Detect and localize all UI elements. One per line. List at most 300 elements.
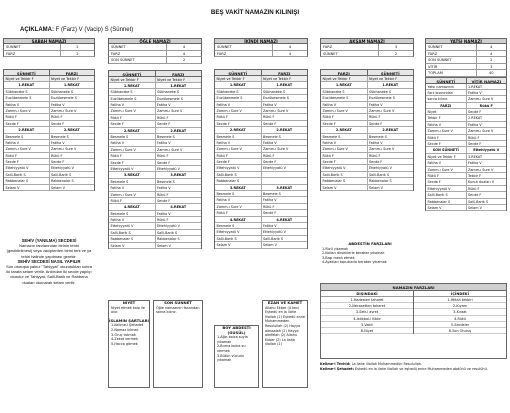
table-cell: Niyet: [427, 110, 437, 115]
table-cell: Ettehiyyatü V: [110, 166, 134, 171]
table-cell: Salli-Barik S: [5, 172, 26, 177]
table-cell: Rabbenalar S: [367, 178, 414, 183]
table-cell: [215, 242, 307, 248]
table-cell: 3.REKAT: [229, 185, 246, 190]
table-cell: 1.REKAT: [123, 83, 140, 88]
sehiv-note: [6, 238, 92, 285]
table-cell: Rükü F: [49, 114, 95, 119]
table-cell: Ettehiyyatü V: [261, 165, 308, 170]
table-cell: Ettehiyyatü V: [367, 165, 414, 170]
table-cell: Fatiha V: [427, 122, 442, 127]
table-cell: VİTİR: [428, 64, 438, 69]
table-cell: Ettehiyyatü V: [155, 166, 202, 171]
table-cell: 4-Zekat vermek: [111, 337, 138, 342]
table-cell: Selam V: [322, 185, 337, 190]
table-cell: Rükü F: [427, 135, 439, 140]
table-cell: Rükü F: [427, 173, 439, 178]
table-cell: Euzübesmele S: [49, 95, 95, 100]
table-cell: SON SÜNNET: [164, 300, 192, 305]
table-cell: Rükü F: [5, 115, 17, 120]
table-cell: Zamm-ı Sure V: [216, 147, 242, 152]
table-cell: 3-Bütün vücudu yıkamak: [217, 353, 244, 363]
table-cell: Secde F: [110, 122, 124, 127]
table-cell: Secde F: [110, 160, 124, 165]
table-cell: 1-Kelime-i Şehadet: [111, 323, 144, 328]
table-cell: 2.REKAT: [155, 128, 202, 133]
table-cell: Rükü F: [261, 153, 308, 158]
table-cell: Euzübesmele S: [322, 96, 349, 101]
table-cell: FARZ: [217, 51, 227, 56]
table-cell: 2.REKAT: [18, 128, 35, 133]
table-cell: Fatiha V: [110, 186, 125, 191]
table-cell: Rükü F: [110, 154, 122, 159]
table-cell: Secde F: [427, 180, 441, 185]
son-sunnet-note: [153, 300, 203, 388]
table-cell: [261, 172, 308, 177]
table-cell: Tekbir F: [427, 116, 441, 121]
sub-header: [3, 69, 95, 76]
table-cell: Besmele S: [322, 134, 341, 139]
table-cell: 5-Vakit: [321, 322, 413, 328]
table-cell: Secde F: [49, 159, 95, 164]
table-cell: 1-Yüzü yıkamak: [322, 246, 349, 251]
table-cell: Fatiha V: [110, 141, 125, 146]
table-cell: Besmele S: [155, 134, 202, 139]
table-cell: Salli-Barik S: [155, 230, 202, 235]
table-cell: [109, 243, 201, 249]
table-cell: Rükü F: [216, 153, 228, 158]
prayer-header: İKİNDİ NAMAZI: [214, 38, 308, 44]
table-cell: 1-Ağzı bolca suyla yıkamak: [217, 335, 248, 344]
table-cell: SÜNNETİ: [367, 70, 414, 75]
table-cell: Farz kısmından: [427, 90, 453, 95]
table-cell: Secde F: [367, 121, 414, 126]
table-cell: [214, 76, 308, 249]
table-cell: 40: [476, 70, 506, 76]
table-cell: Fatiha V: [155, 102, 202, 107]
table-cell: Fatiha V: [261, 197, 308, 202]
table-cell: 4.REKAT: [123, 205, 140, 210]
table-cell: Ettehiyyatü V: [216, 230, 240, 235]
table-cell: Secde F: [322, 160, 336, 165]
table-cell: Selam V: [427, 205, 442, 210]
table-cell: Secde F: [216, 121, 230, 126]
table-cell: Fatiha V: [110, 103, 125, 108]
kelime-text: [320, 362, 507, 371]
prayer-header: SABAH NAMAZI: [3, 38, 95, 44]
table-cell: Öğle namazının farzından sonra kılınır.: [156, 305, 200, 315]
table-cell: Rükü F: [322, 115, 334, 120]
table-cell: Yatsı namazının: [427, 84, 454, 89]
table-cell: SÜNNETİ: [228, 71, 248, 76]
table-cell: VİTİR NAMAZI: [466, 78, 507, 83]
table-cell: FARZ: [111, 51, 121, 56]
table-cell: Rükü F: [49, 153, 95, 158]
table-cell: Zamm-ı Sure V: [466, 167, 507, 172]
table-cell: 2.REKAT: [335, 128, 352, 133]
table-cell: Kelime-i Tevhid:: [320, 362, 351, 366]
table-cell: Fatiha V: [5, 102, 20, 107]
abdest-farzlari: [320, 242, 420, 272]
ogle-column: [108, 38, 202, 249]
table-cell: 3: [378, 44, 413, 50]
table-cell: 1.REKAT: [335, 83, 352, 88]
table-cell: Fatiha V: [367, 140, 414, 145]
table-cell: 3-Kıraat: [414, 309, 506, 315]
table-cell: [4, 185, 94, 191]
table-cell: SÜNNETİ: [436, 78, 456, 84]
table-cell: Tekbir F: [466, 173, 507, 178]
table-cell: Selam V: [110, 243, 125, 248]
table-cell: Secde F: [466, 109, 507, 114]
table-cell: Besmele S: [110, 211, 129, 216]
table-cell: Secde F: [427, 142, 441, 147]
table-cell: Secde F: [155, 121, 202, 126]
table-cell: Euzübesmele S: [110, 96, 137, 101]
sehiv-howto: SEHİV SECDESİ NASIL YAPILIR: [17, 258, 81, 264]
table-cell: SON SÜNNET: [428, 58, 452, 62]
table-cell: Zamm-ı Sure V: [427, 167, 453, 172]
table-cell: Fatiha V: [466, 90, 507, 95]
table-cell: 2.REKAT: [49, 127, 95, 132]
table-cell: Selam V: [155, 243, 202, 248]
table-cell: Kelime-i Şehadet:: [320, 366, 354, 371]
table-cell: Zamm-ı Sure V: [216, 108, 242, 113]
table-cell: Secde F: [466, 141, 507, 146]
table-cell: 1.REKAT: [155, 83, 202, 88]
table-cell: Zamm-ı Sure V: [322, 147, 348, 152]
table-cell: FARZ: [6, 51, 16, 56]
table-cell: Euzübesmele S: [5, 96, 32, 101]
table-cell: [425, 77, 507, 84]
table-cell: FARZI: [337, 71, 350, 76]
table-cell: FARZI: [155, 71, 202, 76]
table-cell: Salli-Barik S: [367, 172, 414, 177]
table-cell: Rükü F: [110, 198, 122, 203]
table-cell: Rükü F: [367, 114, 414, 119]
table-cell: FARZI: [261, 70, 308, 75]
table-cell: BOY ABDESTİ (GUSÜL): [222, 325, 251, 335]
table-cell: Sübhaneke S: [5, 89, 28, 94]
table-cell: Selam V: [367, 185, 414, 190]
table-cell: Niyet ve Tekbir F: [110, 77, 139, 82]
table-cell: Ettehiyyatü V: [216, 166, 240, 171]
table-cell: Ettehiyyatü V: [466, 147, 507, 152]
table-cell: Zamm-ı Sure V: [367, 108, 414, 113]
table-cell: Niyet etmek kalp ile olur.: [111, 305, 145, 315]
table-cell: Fatiha V: [261, 140, 308, 145]
table-cell: 2.REKAT: [123, 128, 140, 133]
table-cell: Euzübesmele S: [216, 96, 243, 101]
table-cell: Rükü F: [466, 103, 507, 108]
table-cell: [321, 185, 413, 191]
table-cell: 4: [476, 44, 506, 50]
table-cell: Besmele S: [216, 134, 235, 139]
table-cell: [108, 77, 202, 250]
table-cell: SON SÜNNETİ: [432, 148, 459, 153]
steps-grid: [3, 76, 95, 191]
table-cell: SÜNNET: [111, 45, 126, 49]
table-cell: 4.REKAT: [261, 217, 308, 222]
table-cell: Euzübesmele S: [261, 95, 308, 100]
table-cell: Besmele S: [110, 135, 129, 140]
table-cell: Rükü F: [155, 115, 202, 120]
table-cell: Sübhaneke S: [216, 89, 239, 94]
table-cell: Fatiha V: [466, 160, 507, 165]
table-cell: DIŞINDAKİ: [321, 291, 413, 297]
table-cell: 3-Başı mesh etmek: [322, 255, 355, 260]
table-cell: SON SÜNNET: [111, 58, 135, 62]
page-title: BEŞ VAKİT NAMAZIN KILINIŞI: [210, 9, 300, 16]
table-cell: SÜNNET: [323, 51, 338, 56]
table-cell: [261, 178, 308, 183]
sehiv-text: Namazın farzlarından birinin tehiri (geciktirilmesi) veya vaciplerden birini terk ve ya tehiri halinde yapılması gerekir.: [6, 243, 92, 259]
table-cell: Fatiha V: [5, 140, 20, 145]
sehiv-text2: Son oturuşta yalnız "Tahiyyat" okunduktan sonra iki tarafa selam verilir. Ardından iki secde yapılıp oturulur ve Tahiyyat, Salli-Barik ve Rabbena duaları okunarak selam verilir.: [6, 264, 92, 285]
table-cell: SÜNNET: [428, 45, 443, 49]
ikindi-column: [214, 38, 308, 249]
table-cell: Salli-Barik S: [110, 230, 131, 235]
table-cell: Rükü F: [367, 153, 414, 158]
table-cell: Rabbenalar S: [110, 237, 134, 242]
table-cell: 1-İftitah tekbiri: [414, 297, 506, 303]
table-cell: Rabbenalar S: [155, 236, 202, 241]
table-cell: [320, 69, 414, 76]
table-cell: Fatiha V: [110, 218, 125, 223]
table-cell: Sübhaneke S: [367, 89, 414, 94]
table-cell: Ettehiyyatü V: [5, 166, 29, 171]
table-cell: Besmele S: [367, 134, 414, 139]
table-cell: Zamm-ı Sure V: [49, 108, 95, 113]
table-cell: Rabbenalar S: [322, 179, 346, 184]
table-cell: La ilahe illallah Muhammedün Resulullah.: [351, 362, 423, 366]
table-cell: Fatiha V: [466, 122, 507, 127]
table-cell: Fatiha V: [216, 140, 231, 145]
table-cell: 2-Kolları dirseklerle beraber yıkamak: [322, 251, 385, 256]
table-cell: Secde F: [466, 192, 507, 197]
table-cell: Secde F: [49, 121, 95, 126]
table-cell: 1.REKAT: [367, 82, 414, 87]
table-cell: Salli-Barik S: [216, 172, 237, 177]
table-cell: 2-Burna bolca su vermek: [217, 344, 246, 353]
table-cell: FARZ: [323, 45, 333, 49]
table-cell: Zamm-ı Sure V: [155, 147, 202, 152]
table-cell: Rükü F: [5, 153, 17, 158]
table-cell: NİYET: [122, 300, 136, 305]
table-cell: Niyet ve Tekbir F: [155, 77, 202, 82]
table-cell: 2.REKAT: [229, 128, 246, 133]
table-cell: Rabbenalar S: [216, 179, 240, 184]
table-cell: Zamm-ı Sure V: [466, 96, 507, 101]
table-cell: Zamm-ı Sure V: [155, 108, 202, 113]
table-cell: Fatiha V: [49, 140, 95, 145]
table-cell: EZAN VE KAMET: [267, 300, 303, 305]
table-cell: Rabbenalar S: [5, 179, 29, 184]
table-cell: Rükü F: [466, 186, 507, 191]
table-cell: Sübhaneke S: [155, 89, 202, 94]
table-cell: [425, 84, 507, 212]
table-cell: 4-Rükü: [414, 316, 506, 322]
table-cell: Rükü F: [110, 115, 122, 120]
table-cell: Selam V: [216, 243, 231, 248]
table-cell: 1.REKAT: [229, 83, 246, 88]
table-cell: FARZ: [428, 51, 438, 56]
table-cell: 3.REKAT: [261, 185, 308, 190]
table-cell: Fatiha V: [216, 198, 231, 203]
table-cell: [426, 205, 506, 211]
table-cell: Zamm-ı Sure V: [261, 146, 308, 151]
table-cell: Besmele S: [49, 134, 95, 139]
table-cell: Selam V: [466, 205, 507, 210]
table-cell: Fatiha V: [427, 161, 442, 166]
table-cell: Fatiha V: [322, 102, 337, 107]
table-cell: Besmele S: [261, 134, 308, 139]
sehiv-title: SEHİV (YANILMA) SECDESİ: [21, 238, 77, 243]
table-cell: 3-Oruç tutmak: [111, 332, 136, 337]
table-cell: 4-Ayakları topuklarla beraber yıkamak: [322, 260, 387, 265]
table-cell: 2.REKAT: [367, 127, 414, 132]
table-cell: Secde F: [261, 121, 308, 126]
table-cell: 4-İstikbal-i Kıble: [321, 316, 413, 322]
table-cell: Secde F: [261, 210, 308, 215]
table-cell: Zamm-ı Sure V: [367, 146, 414, 151]
table-cell: 3.REKAT: [466, 154, 507, 159]
table-cell: [214, 69, 308, 76]
table-cell: 2-Necasetten taharet: [321, 303, 413, 309]
table-cell: 4.REKAT: [155, 204, 202, 209]
table-cell: Secde F: [367, 159, 414, 164]
table-cell: 1.REKAT: [49, 82, 95, 87]
table-cell: [108, 70, 202, 77]
table-cell: Zamm-ı Sure V: [322, 108, 348, 113]
table-cell: Zamm-ı Sure V: [466, 128, 507, 133]
table-cell: 4: [272, 51, 307, 57]
table-cell: Zamm-ı Sure V: [110, 109, 136, 114]
table-cell: Secde F: [5, 160, 19, 165]
table-cell: Zamm-ı Sure V: [49, 146, 95, 151]
table-cell: Niyet ve Tekbir F: [49, 76, 95, 81]
table-cell: Niyet ve Tekbir F: [427, 154, 456, 159]
table-cell: Selam V: [5, 185, 20, 190]
niyet-note: [108, 300, 150, 388]
table-cell: 5-Secdeler: [414, 322, 506, 328]
table-cell: Salli-Barik S: [466, 199, 507, 204]
table-cell: İSLAMIN ŞARTLARI: [109, 317, 149, 323]
table-cell: Ettehiyyatü V: [49, 165, 95, 170]
table-cell: Zamm-ı Sure V: [5, 147, 31, 152]
table-cell: Zamm-ı Sure V: [427, 129, 453, 134]
table-cell: sonra kılınır.: [427, 97, 449, 102]
table-cell: Rükü F: [466, 135, 507, 140]
prayer-header: YATSI NAMAZI: [425, 38, 507, 44]
table-cell: Selam V: [261, 242, 308, 247]
table-cell: Besmele S: [5, 134, 24, 139]
table-cell: SÜNNET: [6, 45, 21, 49]
namazin-farzlari-table: [320, 283, 507, 359]
table-cell: Secde F: [216, 160, 230, 165]
table-cell: 2-Kıyam: [414, 303, 506, 309]
table-cell: Besmele S: [110, 179, 129, 184]
table-cell: Fatiha V: [261, 223, 308, 228]
table-cell: Secde F: [155, 160, 202, 165]
table-cell: Fatiha V: [155, 140, 202, 145]
table-cell: Ettehiyyatü V: [322, 166, 346, 171]
table-cell: 3.REKAT: [155, 172, 202, 177]
legend-text: F (Farz) V (Vacip) S (Sünnet): [55, 27, 134, 33]
table-cell: FARZI: [49, 70, 95, 75]
table-cell: Ettehiyyatü V: [427, 186, 451, 191]
table-cell: Selam V: [49, 185, 95, 190]
aksam-column: [320, 38, 414, 191]
table-cell: 2: [60, 44, 94, 50]
table-cell: FARZI: [440, 103, 452, 108]
table-cell: Rabbenalar S: [427, 199, 451, 204]
table-cell: 6-Son Oturuş: [414, 328, 506, 334]
prayer-header: AKŞAM NAMAZI: [320, 38, 414, 44]
table-cell: Zamm-ı Sure V: [110, 192, 136, 197]
table-cell: Rükü F: [155, 192, 202, 197]
table-cell: Zamm-ı Sure V: [5, 108, 31, 113]
table-cell: TOPLAM: [428, 71, 443, 75]
table-cell: ABDESTİN FARZLARI: [348, 241, 392, 246]
table-cell: 1.REKAT: [261, 82, 308, 87]
table-cell: Fatiha V: [216, 102, 231, 107]
table-cell: Fatiha V: [155, 211, 202, 216]
table-cell: Euzübesmele S: [367, 95, 414, 100]
table-cell: 2: [476, 57, 506, 63]
table-cell: Secde F: [322, 121, 336, 126]
yatsi-column: [425, 38, 507, 211]
table-cell: Salli-Barik S: [49, 172, 95, 177]
table-cell: Euzübesmele S: [155, 96, 202, 101]
table-cell: Fatiha V: [367, 102, 414, 107]
table-cell: Sübhaneke S: [261, 89, 308, 94]
table-cell: Kunut duaları V: [466, 179, 507, 184]
table-cell: Zamm-ı Sure V: [110, 147, 136, 152]
table-cell: Ettehiyyatü V: [110, 224, 134, 229]
table-cell: [320, 367, 507, 372]
table-cell: Salli-Barik S: [261, 236, 308, 241]
table-cell: SÜNNETİ: [16, 71, 36, 76]
table-cell: Besmele S: [216, 192, 235, 197]
sabah-column: [3, 38, 95, 191]
table-cell: SÜNNET: [217, 45, 232, 49]
table-cell: 4: [272, 44, 307, 50]
table-cell: Niyet ve Tekbir F: [216, 77, 245, 81]
table-cell: 2: [378, 51, 413, 57]
table-cell: Eşhedü en la ilahe illallah ve eşhedü enne Muhammeden abdühü ve resulühü.: [355, 366, 488, 371]
table-cell: Sübhaneke S: [49, 89, 95, 94]
table-cell: Secde F: [261, 159, 308, 164]
table-cell: 1.REKAT: [466, 84, 507, 89]
table-cell: 4: [476, 51, 506, 57]
table-cell: [320, 76, 414, 191]
table-cell: Salli-Barik S: [216, 236, 237, 241]
table-cell: Niyet ve Tekbir F: [261, 76, 308, 81]
table-cell: SÜNNETİ: [122, 71, 142, 77]
table-cell: 5-Hacca gitmek: [111, 341, 138, 346]
table-cell: Rükü F: [216, 115, 228, 120]
table-cell: Fatiha V: [155, 185, 202, 190]
table-cell: 3.REKAT: [123, 173, 140, 178]
table-cell: Besmele S: [155, 179, 202, 184]
table-cell: Fatiha V: [261, 102, 308, 107]
table-cell: Fatiha V: [322, 140, 337, 145]
table-cell: Besmele S: [216, 223, 235, 228]
table-cell: Salli-Barik S: [427, 193, 448, 198]
table-cell: İÇİNDEKİ: [414, 291, 506, 297]
table-cell: Rükü F: [261, 114, 308, 119]
